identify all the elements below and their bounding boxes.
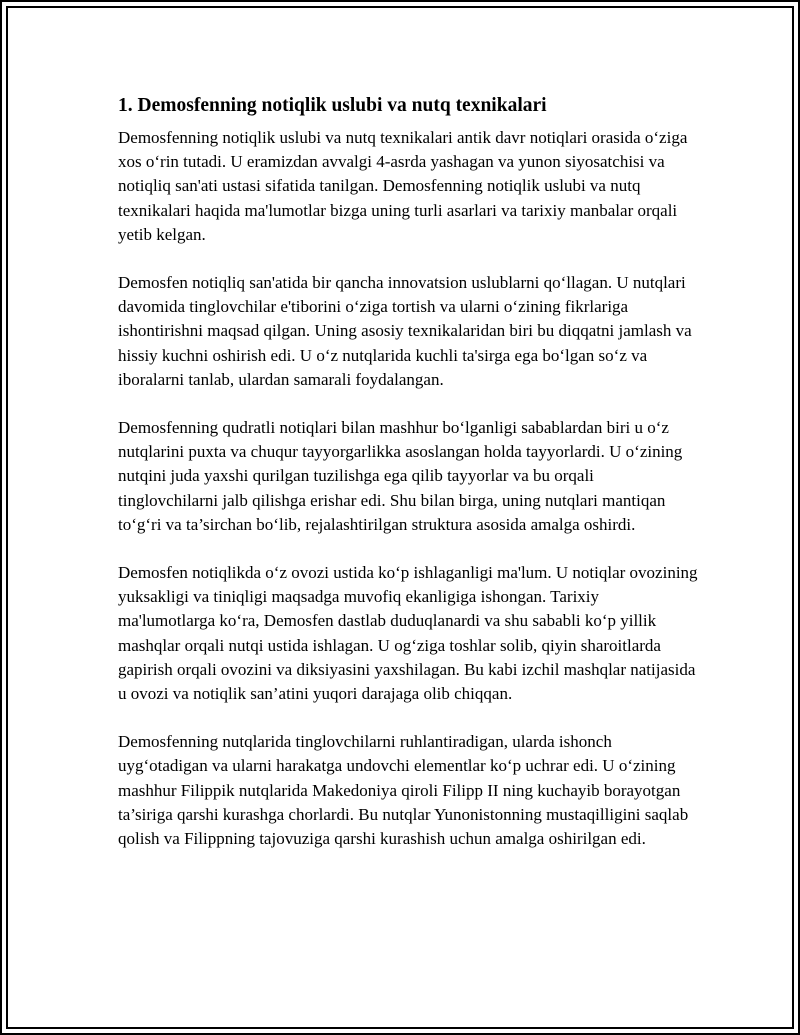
paragraph-3: Demosfenning qudratli notiqlari bilan mashhur bo‘lganligi sabablardan biri u o‘z nutqlarini puxta va chuqur tayyorgarlikka asoslangan holda tayyorlardi. U o‘zining nutqini juda yaxshi qurilgan tuzilishga ega qilib tayyorlar va bu orqali tinglovchilarni jalb qilishga erishar edi. Shu bilan birga, uning nutqlari mantiqan to‘g‘ri va ta’sirchan bo‘lib, rejalashtirilgan struktura asosida amalga oshirdi. xyxy=(118,418,683,534)
paragraph-2: Demosfen notiqliq san'atida bir qancha innovatsion uslublarni qo‘llagan. U nutqlari davomida tinglovchilar e'tiborini o‘ziga tortish va ularni o‘zining fikrlariga ishontirishni maqsad qilgan. Uning asosiy texnikalaridan biri bu diqqatni jamlash va hissiy kuchni oshirish edi. U o‘z nutqlarida kuchli ta'sirga ega bo‘lgan so‘z va iboralarni tanlab, ulardan samarali foydalangan. xyxy=(118,273,692,389)
paragraph-1: Demosfenning notiqlik uslubi va nutq texnikalari antik davr notiqlari orasida o‘ziga xos o‘rin tutadi. U eramizdan avvalgi 4-asrda yashagan va yunon siyosatchisi va notiqliq san'ati ustasi sifatida tanilgan. Demosfenning notiqlik uslubi va nutq texnikalari haqida ma'lumotlar bizga uning turli asarlari va tarixiy manbalar orqali yetib kelgan. xyxy=(118,128,688,244)
paragraph-5: Demosfenning nutqlarida tinglovchilarni ruhlantiradigan, ularda ishonch uyg‘otadigan va ularni harakatga undovchi elementlar ko‘p uchrar edi. U o‘zining mashhur Filippik nutqlarida Makedoniya qiroli Filipp II ning kuchayib borayotgan ta’siriga qarshi kurashga chorlardi. Bu nutqlar Yunonistonning mustaqilligini saqlab qolish va Filippning tajovuziga qarshi kurashish uchun amalga oshirilgan edi. xyxy=(118,732,689,849)
section-heading: 1. Demosfenning notiqlik uslubi va nutq texnikalari xyxy=(118,95,547,116)
document-body xyxy=(118,92,698,875)
paragraph-4: Demosfen notiqlikda o‘z ovozi ustida ko‘p ishlaganligi ma'lum. U notiqlar ovozining yuksakligi va tiniqligi maqsadga muvofiq ekanligiga ishongan. Tarixiy ma'lumotlarga ko‘ra, Demosfen dastlab duduqlanardi va shu sababli ko‘p yillik mashqlar orqali nutqi ustida ishlagan. U og‘ziga toshlar solib, qiyin sharoitlarda gapirish orqali ovozini va diksiyasini yaxshilagan. Bu kabi izchil mashqlar natijasida u ovozi va notiqlik san’atini yuqori darajaga olib chiqqan. xyxy=(118,563,698,704)
